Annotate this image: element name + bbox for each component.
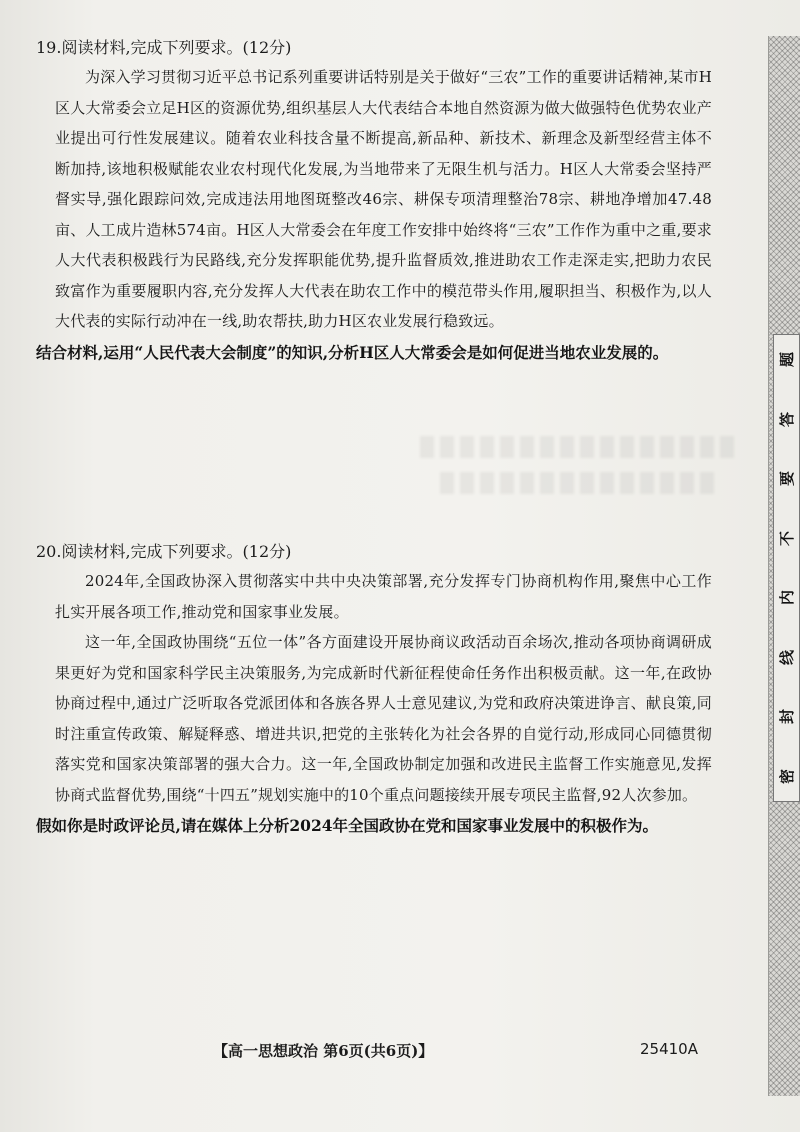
bleed-through-mark [420,436,740,458]
question-19-title: 19.阅读材料,完成下列要求。(12分) [36,38,292,57]
question-20-paragraph-1: 2024年,全国政协深入贯彻落实中共中央决策部署,充分发挥专门协商机构作用,聚焦中心工作扎实开展各项工作,推动党和国家事业发展。 [55,572,712,621]
question-20-paragraph-2: 这一年,全国政协围绕“五位一体”各方面建设开展协商议政活动百余场次,推动各项协商调研成果更好为党和国家科学民主决策服务,为完成新时代新征程使命任务作出积极贡献。这一年,在政协协商过程中,通过广泛听取各党派团体和各族各界人士意见建议,为党和政府决策进诤言、献良策,同时注重宣传政策、解疑释惑、增进共识,把党的主张转化为社会各界的自觉行动,形成同心同德贯彻落实党和国家决策部署的强大合力。这一年,全国政协制定加强和改进民主监督工作实施意见,发挥协商式监督优势,围绕“十四五”规划实施中的10个重点问题接续开展专项民主监督,92人次参加。 [55,633,712,804]
seal-char: 答 [777,411,796,427]
seal-char: 线 [777,649,796,665]
question-20-instruction: 假如你是时政评论员,请在媒体上分析2024年全国政协在党和国家事业发展中的积极作为。 [36,816,659,835]
question-20-title: 20.阅读材料,完成下列要求。(12分) [36,542,292,561]
question-19-material: 为深入学习贯彻习近平总书记系列重要讲话特别是关于做好“三农”工作的重要讲话精神,某市H区人大常委会立足H区的资源优势,组织基层人大代表结合本地自然资源为做大做强特色优势农业产业提出可行性发展建议。随着农业科技含量不断提高,新品种、新技术、新理念及新型经营主体不断加持,该地积极赋能农业农村现代化发展,为当地带来了无限生机与活力。H区人大常委会坚持严督实导,强化跟踪问效,完成违法用地图斑整改46宗、耕保专项清理整治78宗、耕地净增加47.48亩、人工成片造林574亩。H区人大常委会在年度工作安排中始终将“三农”工作作为重中之重,要求人大代表积极践行为民路线,充分发挥职能优势,提升监督质效,推进助农工作走深走实,把助力农民致富作为重要履职内容,充分发挥人大代表在助农工作中的模范带头作用,履职担当、积极作为,以人大代表的实际行动冲在一线,助农帮扶,助力H区农业发展行稳致远。 [55,68,712,330]
seal-char: 题 [777,351,796,368]
question-20 [36,538,756,841]
seal-char: 不 [777,530,796,546]
question-19-material-block [36,62,756,337]
seal-char: 封 [777,709,796,725]
question-19 [36,34,756,368]
footer-exam-code: 25410A [640,1040,698,1058]
footer-page-info: 【高一思想政治 第6页(共6页)】 [213,1042,434,1060]
seal-char: 要 [777,471,796,487]
question-19-instruction: 结合材料,运用“人民代表大会制度”的知识,分析H区人大常委会是如何促进当地农业发展的。 [36,342,669,362]
seal-char: 内 [777,590,796,606]
bleed-through-mark [440,472,720,494]
seal-char: 密 [777,768,796,784]
question-20-material-block [36,566,756,810]
seal-strip-label [773,334,800,802]
page-footer [0,1040,800,1064]
